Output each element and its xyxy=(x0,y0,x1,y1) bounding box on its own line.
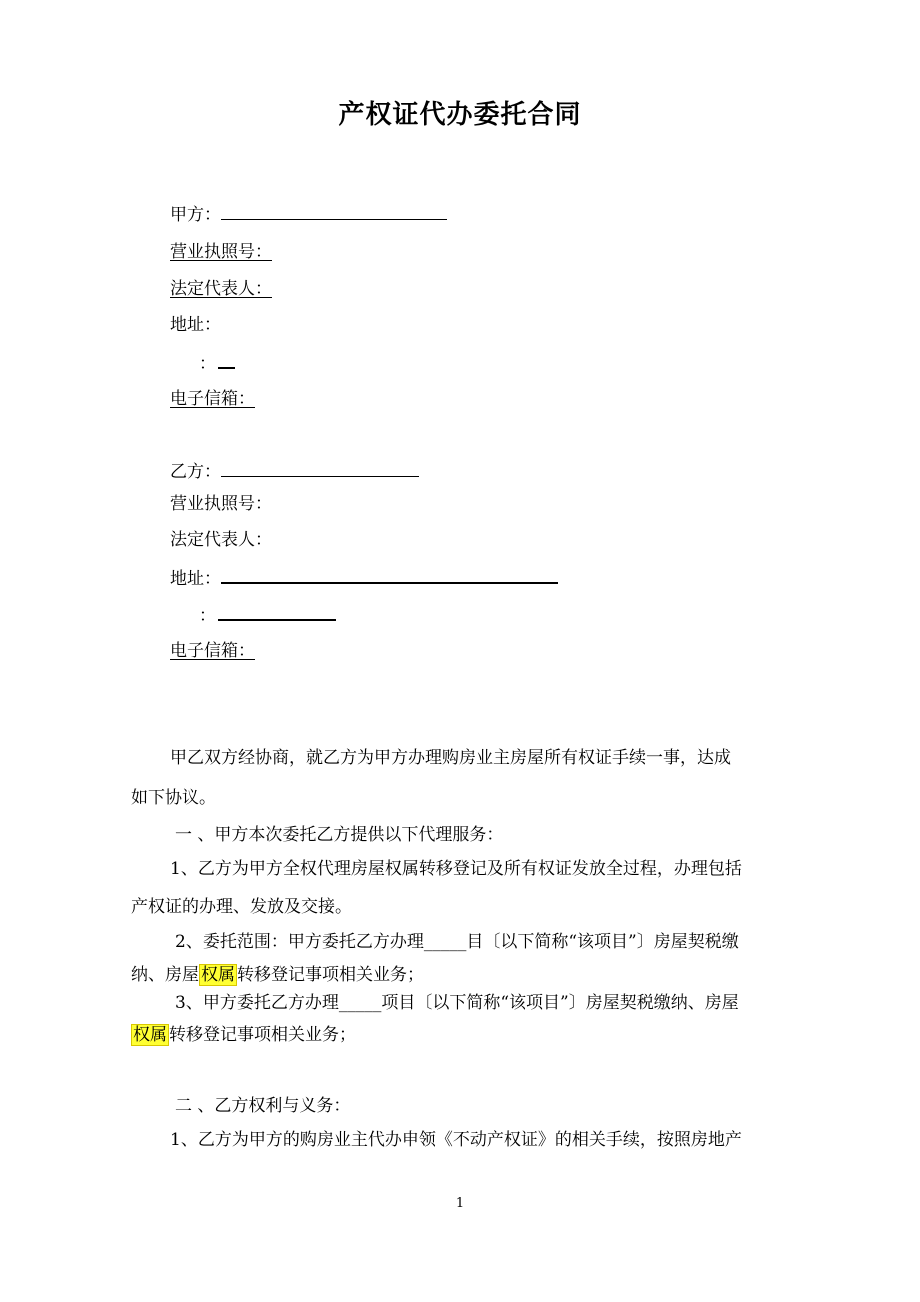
item-2-text-post: 转移登记事项相关业务； xyxy=(237,965,424,985)
section-1-item-2-line-2 xyxy=(131,964,424,986)
party-b-address-label: 地址： xyxy=(170,569,221,589)
party-b-phone-line xyxy=(199,603,336,627)
party-a-name-label: 甲方： xyxy=(170,205,221,225)
party-a-phone-blank xyxy=(218,351,235,369)
party-a-phone-label: ： xyxy=(199,354,216,374)
party-b-address-blank xyxy=(221,566,558,584)
section-2-heading: 二 、乙方权利与义务： xyxy=(175,1096,351,1116)
party-a-rep-label: 法定代表人： xyxy=(170,279,272,299)
page-number: 1 xyxy=(455,1196,465,1211)
intro-line-2: 如下协议。 xyxy=(131,788,216,808)
party-a-email-label: 电子信箱： xyxy=(170,389,255,409)
party-b-name-blank xyxy=(221,460,419,477)
party-b-license-label: 营业执照号： xyxy=(170,494,272,514)
page-title: 产权证代办委托合同 xyxy=(338,100,582,130)
section-1-item-1-line-2: 产权证的办理、发放及交接。 xyxy=(131,897,352,917)
party-b-phone-blank xyxy=(218,603,336,621)
party-b-address-line xyxy=(170,566,558,590)
highlight-quanshu: 权属 xyxy=(133,1025,167,1045)
party-a-phone-line xyxy=(199,351,235,375)
highlight-quanshu: 权属 xyxy=(201,965,235,985)
party-b-name-label: 乙方： xyxy=(170,462,221,482)
section-1-item-3-line-2 xyxy=(131,1024,356,1046)
party-a-license-label: 营业执照号： xyxy=(170,242,272,262)
party-b-phone-label: ： xyxy=(199,606,216,626)
party-a-address-label: 地址： xyxy=(170,315,221,335)
item-2-text-pre: 纳、房屋 xyxy=(131,965,199,985)
section-1-item-2-line-1: 2、委托范围：甲方委托乙方办理_____目〔以下简称“该项目”〕房屋契税缴 xyxy=(175,932,739,952)
party-b-rep-label: 法定代表人： xyxy=(170,530,272,550)
party-a-name-blank xyxy=(221,203,447,220)
section-2-item-1-line-1: 1、乙方为甲方的购房业主代办申领《不动产权证》的相关手续，按照房地产 xyxy=(170,1130,742,1150)
section-1-heading: 一 、甲方本次委托乙方提供以下代理服务： xyxy=(175,825,504,845)
section-1-item-3-line-1: 3、甲方委托乙方办理_____项目〔以下简称“该项目”〕房屋契税缴纳、房屋 xyxy=(175,993,739,1013)
item-3-text-post: 转移登记事项相关业务； xyxy=(169,1025,356,1045)
party-b-name-line xyxy=(170,460,419,483)
party-a-name-line xyxy=(170,203,447,226)
intro-line-1: 甲乙双方经协商，就乙方为甲方办理购房业主房屋所有权证手续一事，达成 xyxy=(170,748,731,768)
section-1-item-1-line-1: 1、乙方为甲方全权代理房屋权属转移登记及所有权证发放全过程，办理包括 xyxy=(170,859,742,879)
party-b-email-label: 电子信箱： xyxy=(170,641,255,661)
